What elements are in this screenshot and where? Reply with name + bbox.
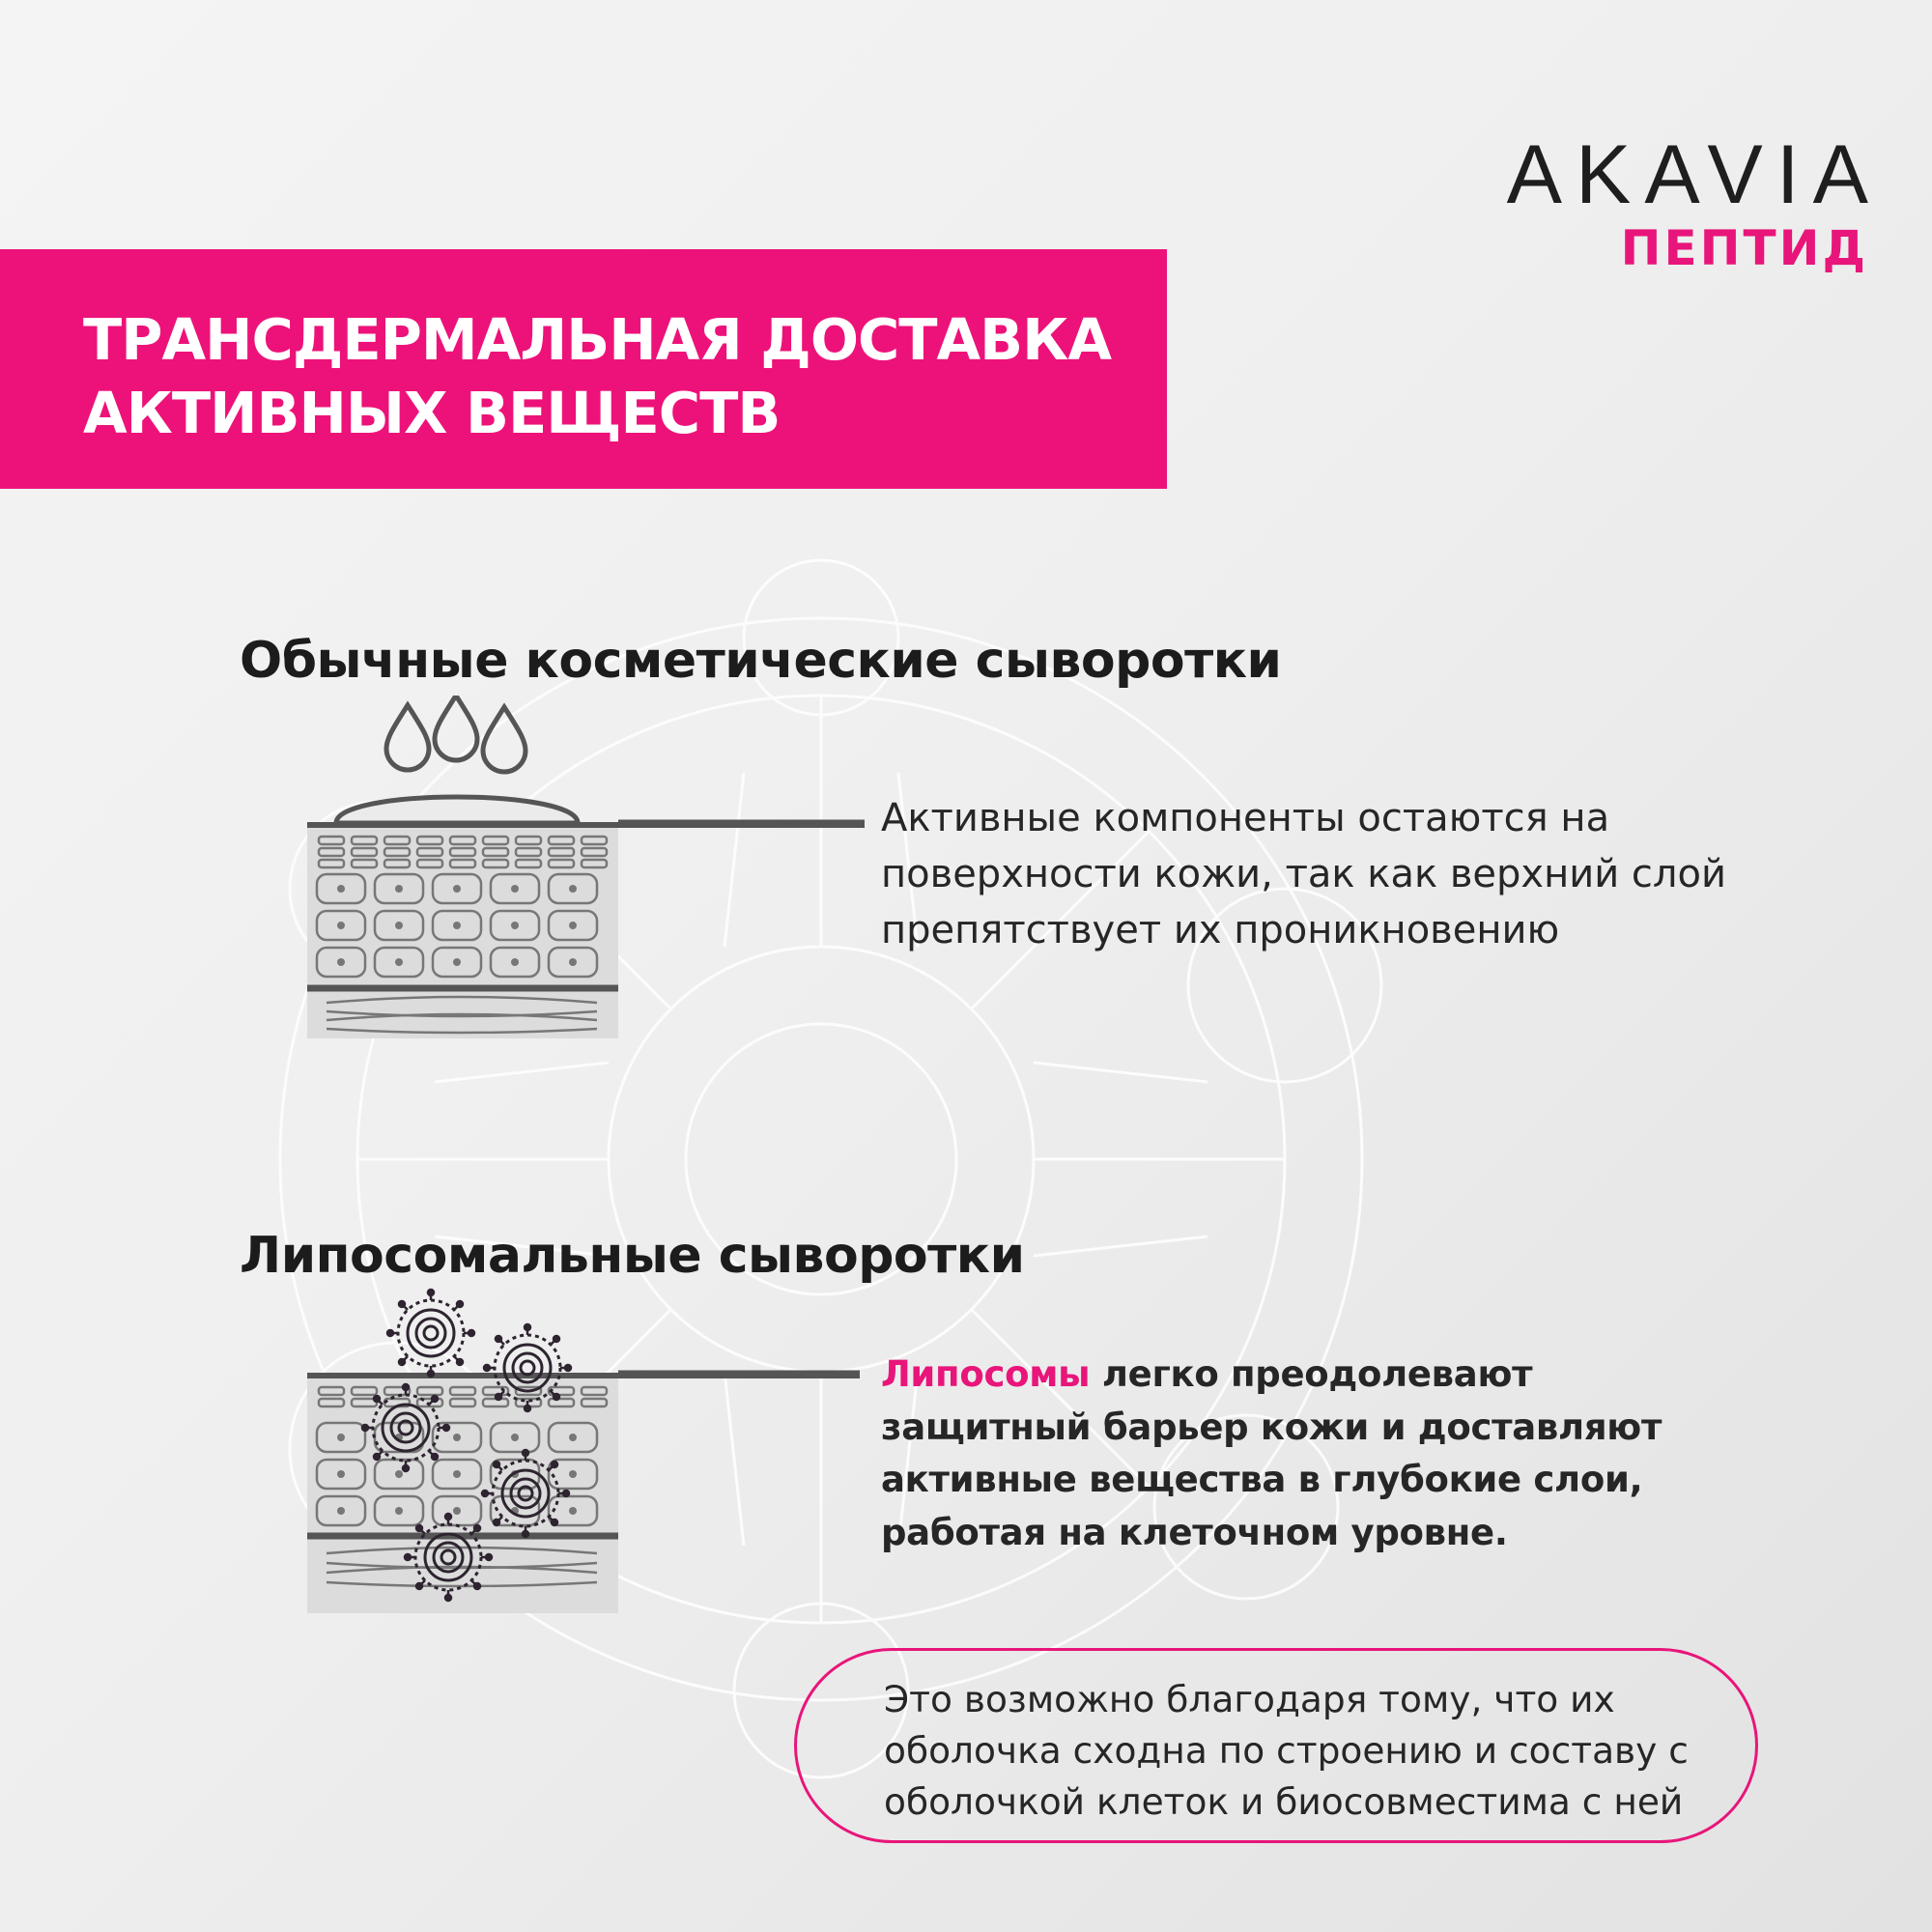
title-banner xyxy=(0,249,1167,489)
brand-logo xyxy=(1506,128,1882,276)
note-text: Это возможно благодаря тому, что их оболочка сходна по строению и составу с оболочкой клеток и биосовместима с ней xyxy=(884,1678,1689,1823)
description-liposomal-serums xyxy=(881,1349,1750,1559)
liposome-highlight: Липосомы xyxy=(881,1353,1091,1395)
brand-subtitle: ПЕПТИД xyxy=(1620,220,1868,276)
skin-layers-icon xyxy=(307,821,865,1038)
section-heading-regular-serums: Обычные косметические сыворотки xyxy=(240,632,1282,690)
page-title: ТРАНСДЕРМАЛЬНАЯ ДОСТАВКА АКТИВНЫХ ВЕЩЕСТВ xyxy=(83,306,1112,446)
note-box xyxy=(794,1648,1758,1843)
skin-layers-icon xyxy=(307,1372,860,1613)
section-heading-liposomal-serums: Липосомальные сыворотки xyxy=(240,1227,1025,1285)
diagram-liposomal-serum xyxy=(290,1285,879,1642)
liposome-icon xyxy=(387,1290,474,1377)
description-rest: легко преодолевают защитный барьер кожи и доставляют активные вещества в глубокие слои, работая на клеточном уровне. xyxy=(881,1353,1662,1553)
brand-name: AKAVIA xyxy=(1506,128,1882,221)
description-regular-serums: Активные компоненты остаются на поверхности кожи, так как верхний слой препятствует их проникновению xyxy=(881,796,1726,952)
serum-layer-icon xyxy=(336,797,578,823)
droplet-icon xyxy=(386,696,526,772)
diagram-regular-serum xyxy=(290,696,879,1053)
